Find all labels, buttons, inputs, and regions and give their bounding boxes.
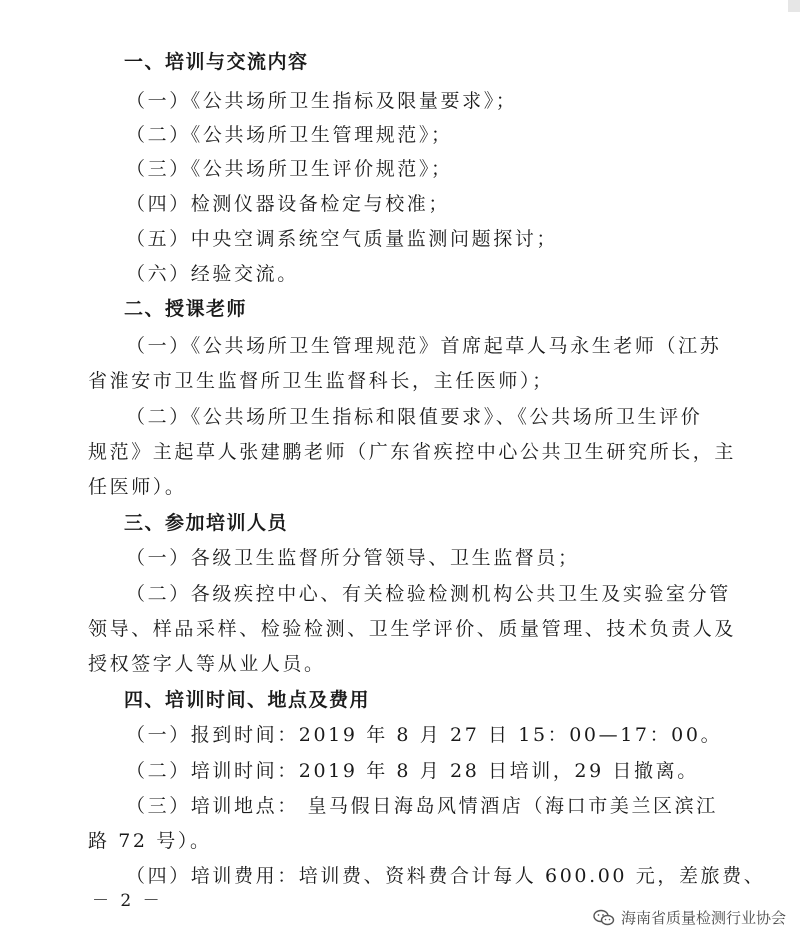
paragraph-line: 路 72 号）。 (88, 830, 212, 852)
paragraph-line: 授权签字人等从业人员。 (88, 653, 326, 675)
watermark-text: 海南省质量检测行业协会 (620, 909, 786, 927)
paragraph-line: 规范》主起草人张建鹏老师（广东省疾控中心公共卫生研究所长，主 (88, 441, 737, 463)
section-heading-3: 三、参加培训人员 (124, 512, 289, 534)
scan-corner (788, 0, 800, 12)
paragraph-line: （四）培训费用：培训费、资料费合计每人 600.00 元，差旅费、 (126, 865, 766, 887)
section-heading-1: 一、培训与交流内容 (124, 51, 309, 73)
section-heading-4: 四、培训时间、地点及费用 (124, 689, 371, 711)
paragraph-line: （五）中央空调系统空气质量监测问题探讨； (126, 228, 559, 250)
paragraph-line: （一）各级卫生监督所分管领导、卫生监督员； (126, 547, 580, 569)
paragraph-line: （四）检测仪器设备检定与校准； (126, 193, 451, 215)
paragraph-line: （三）《公共场所卫生评价规范》； (126, 158, 453, 180)
section-heading-2: 二、授课老师 (124, 298, 248, 320)
wechat-icon (593, 909, 615, 927)
paragraph-line: （一）《公共场所卫生指标及限量要求》； (126, 90, 518, 112)
paragraph-line: （一）《公共场所卫生管理规范》首席起草人马永生老师（江苏 (126, 335, 722, 357)
paragraph-line: 领导、样品采样、检验检测、卫生学评价、质量管理、技术负责人及 (88, 618, 737, 640)
paragraph-line: （六）经验交流。 (126, 263, 299, 285)
paragraph-line: （二）各级疾控中心、有关检验检测机构公共卫生及实验室分管 (126, 583, 731, 605)
paragraph-line: （二）《公共场所卫生指标和限值要求》、《公共场所卫生评价 (126, 406, 703, 428)
paragraph-line: （一）报到时间：2019 年 8 月 27 日 15：00—17：00。 (126, 724, 723, 746)
paragraph-line: （三）培训地点： 皇马假日海岛风情酒店（海口市美兰区滨江 (126, 795, 718, 817)
watermark (593, 907, 786, 928)
page-number: － 2 － (92, 891, 163, 911)
paragraph-line: 任医师）。 (88, 476, 187, 498)
paragraph-line: （二）《公共场所卫生管理规范》； (126, 124, 453, 146)
paragraph-line: 省淮安市卫生监督所卫生监督科长，主任医师）； (88, 370, 554, 392)
paragraph-line: （二）培训时间：2019 年 8 月 28 日培训，29 日撤离。 (126, 760, 699, 782)
